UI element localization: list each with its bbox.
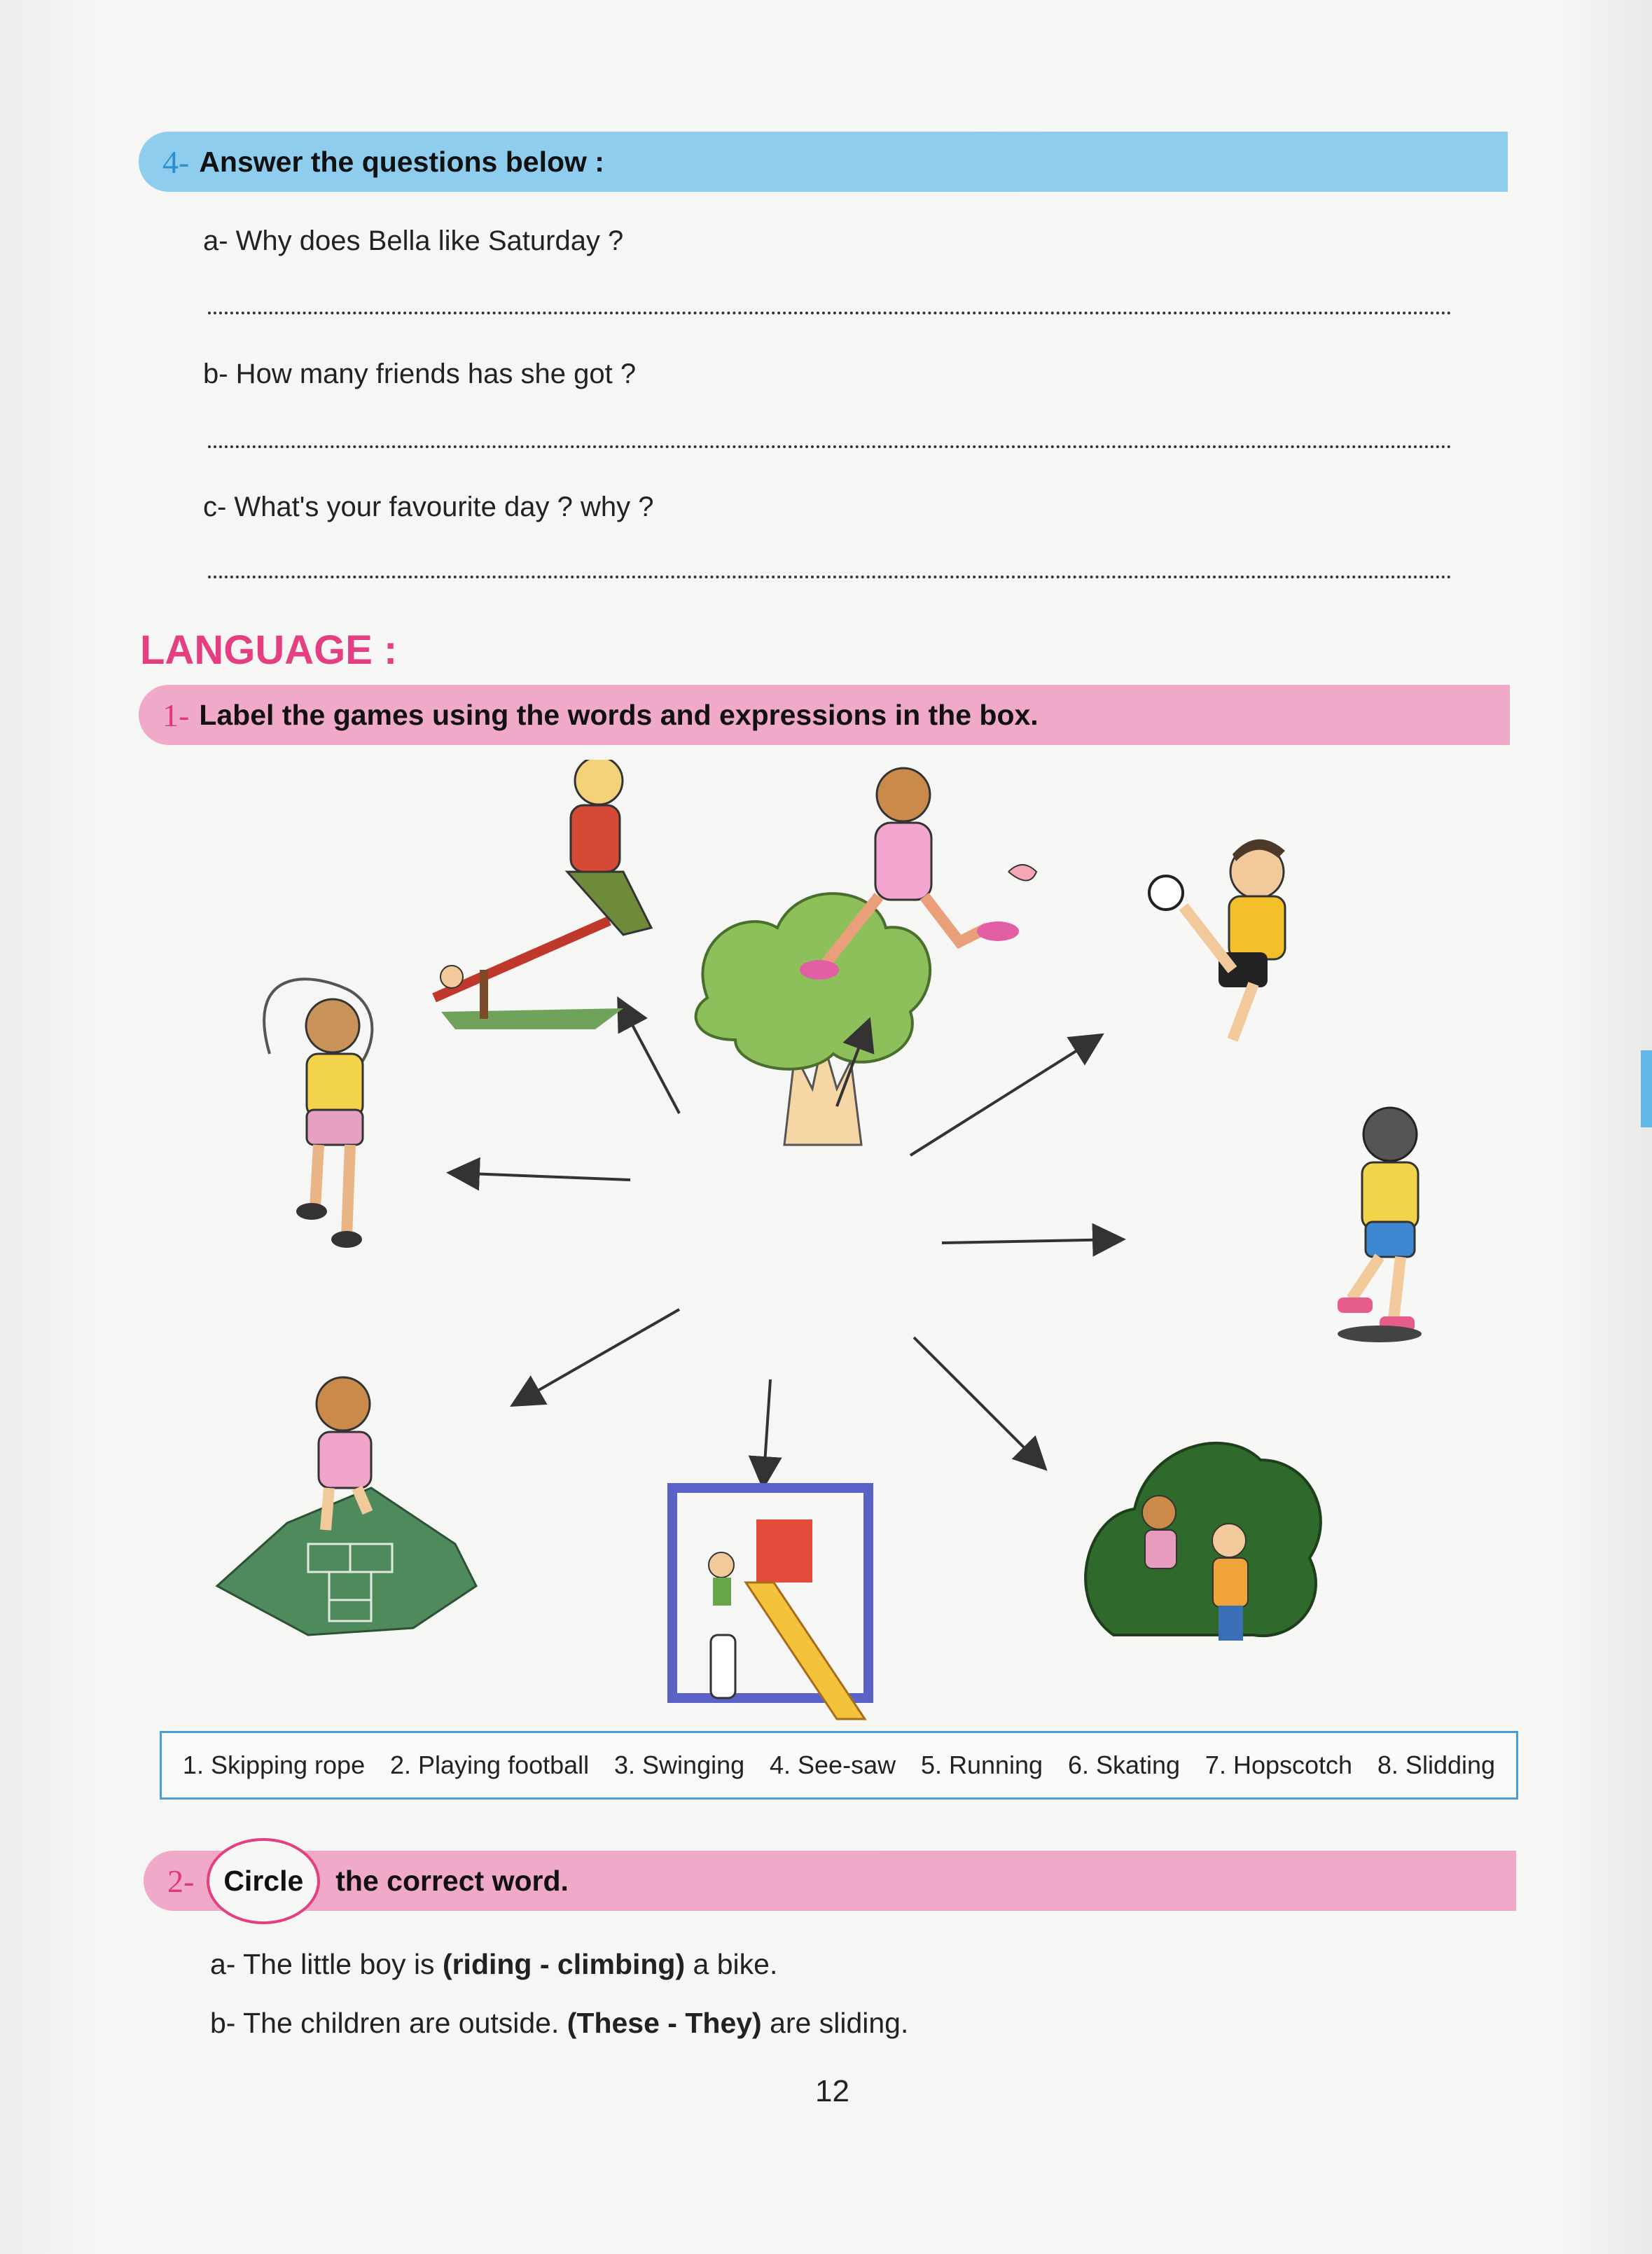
seesaw-picture: [434, 760, 651, 1029]
word-skating: 6. Skating: [1067, 1751, 1181, 1779]
sentence-a-end: a bike.: [685, 1948, 778, 1980]
question-c: c- What's your favourite day ? why ?: [203, 492, 654, 522]
sentence-a: [210, 1948, 777, 1981]
sentence-a-start: a- The little boy is: [210, 1948, 443, 1980]
choice-these-they[interactable]: (These - They): [567, 2007, 762, 2039]
exercise2-title: the correct word.: [335, 1864, 569, 1897]
hopscotch-picture: [217, 1377, 476, 1635]
exercise2-number: 2-: [167, 1863, 195, 1899]
tree-icon: [696, 893, 930, 1145]
section4-number: 4-: [162, 144, 190, 180]
circle-instruction-word: Circle: [207, 1838, 320, 1924]
exercise2-banner: [144, 1851, 1516, 1911]
sentence-b: [210, 2007, 908, 2040]
swinging-picture: [1085, 1443, 1321, 1641]
word-skipping-rope: 1. Skipping rope: [182, 1751, 366, 1779]
question-b: b- How many friends has she got ?: [203, 359, 637, 389]
exercise1-number: 1-: [162, 697, 190, 733]
answer-line-c[interactable]: [208, 576, 1452, 578]
word-running: 5. Running: [920, 1751, 1043, 1779]
exercise1-title: Label the games using the words and expressions in the box.: [199, 698, 1039, 731]
football-picture: [1149, 840, 1285, 1040]
slide-picture: [672, 1488, 868, 1719]
word-hopscotch: 7. Hopscotch: [1205, 1751, 1353, 1779]
arrow-skipping: [452, 1173, 630, 1180]
word-slidding: 8. Slidding: [1377, 1751, 1496, 1779]
answer-line-a[interactable]: [208, 312, 1452, 314]
section4-title: Answer the questions below :: [199, 145, 604, 178]
word-box: [160, 1731, 1518, 1800]
arrows: [452, 1001, 1120, 1484]
word-playing-football: 2. Playing football: [389, 1751, 590, 1779]
arrow-slide: [763, 1379, 770, 1484]
sentence-b-end: are sliding.: [761, 2007, 909, 2039]
arrow-hopscotch: [515, 1309, 679, 1404]
arrow-seesaw: [620, 1001, 679, 1113]
question-a: a- Why does Bella like Saturday ?: [203, 225, 624, 256]
page-number: 12: [815, 2074, 849, 2108]
exercise1-banner: [139, 685, 1510, 745]
games-illustration: [203, 760, 1464, 1726]
skipping-rope-picture: [264, 979, 372, 1248]
sentence-b-start: b- The children are outside.: [210, 2007, 567, 2039]
choice-riding-climbing[interactable]: (riding - climbing): [442, 1948, 686, 1980]
word-swinging: 3. Swinging: [614, 1751, 745, 1779]
section4-banner: [139, 132, 1508, 192]
answer-line-b[interactable]: [208, 445, 1452, 448]
language-heading: LANGUAGE :: [140, 627, 398, 673]
arrow-swing: [914, 1337, 1043, 1467]
word-see-saw: 4. See-saw: [770, 1751, 896, 1779]
skating-picture: [1338, 1108, 1422, 1342]
arrow-skating: [942, 1239, 1120, 1243]
arrow-football: [910, 1036, 1099, 1155]
page-edge-tab: [1641, 1050, 1652, 1127]
